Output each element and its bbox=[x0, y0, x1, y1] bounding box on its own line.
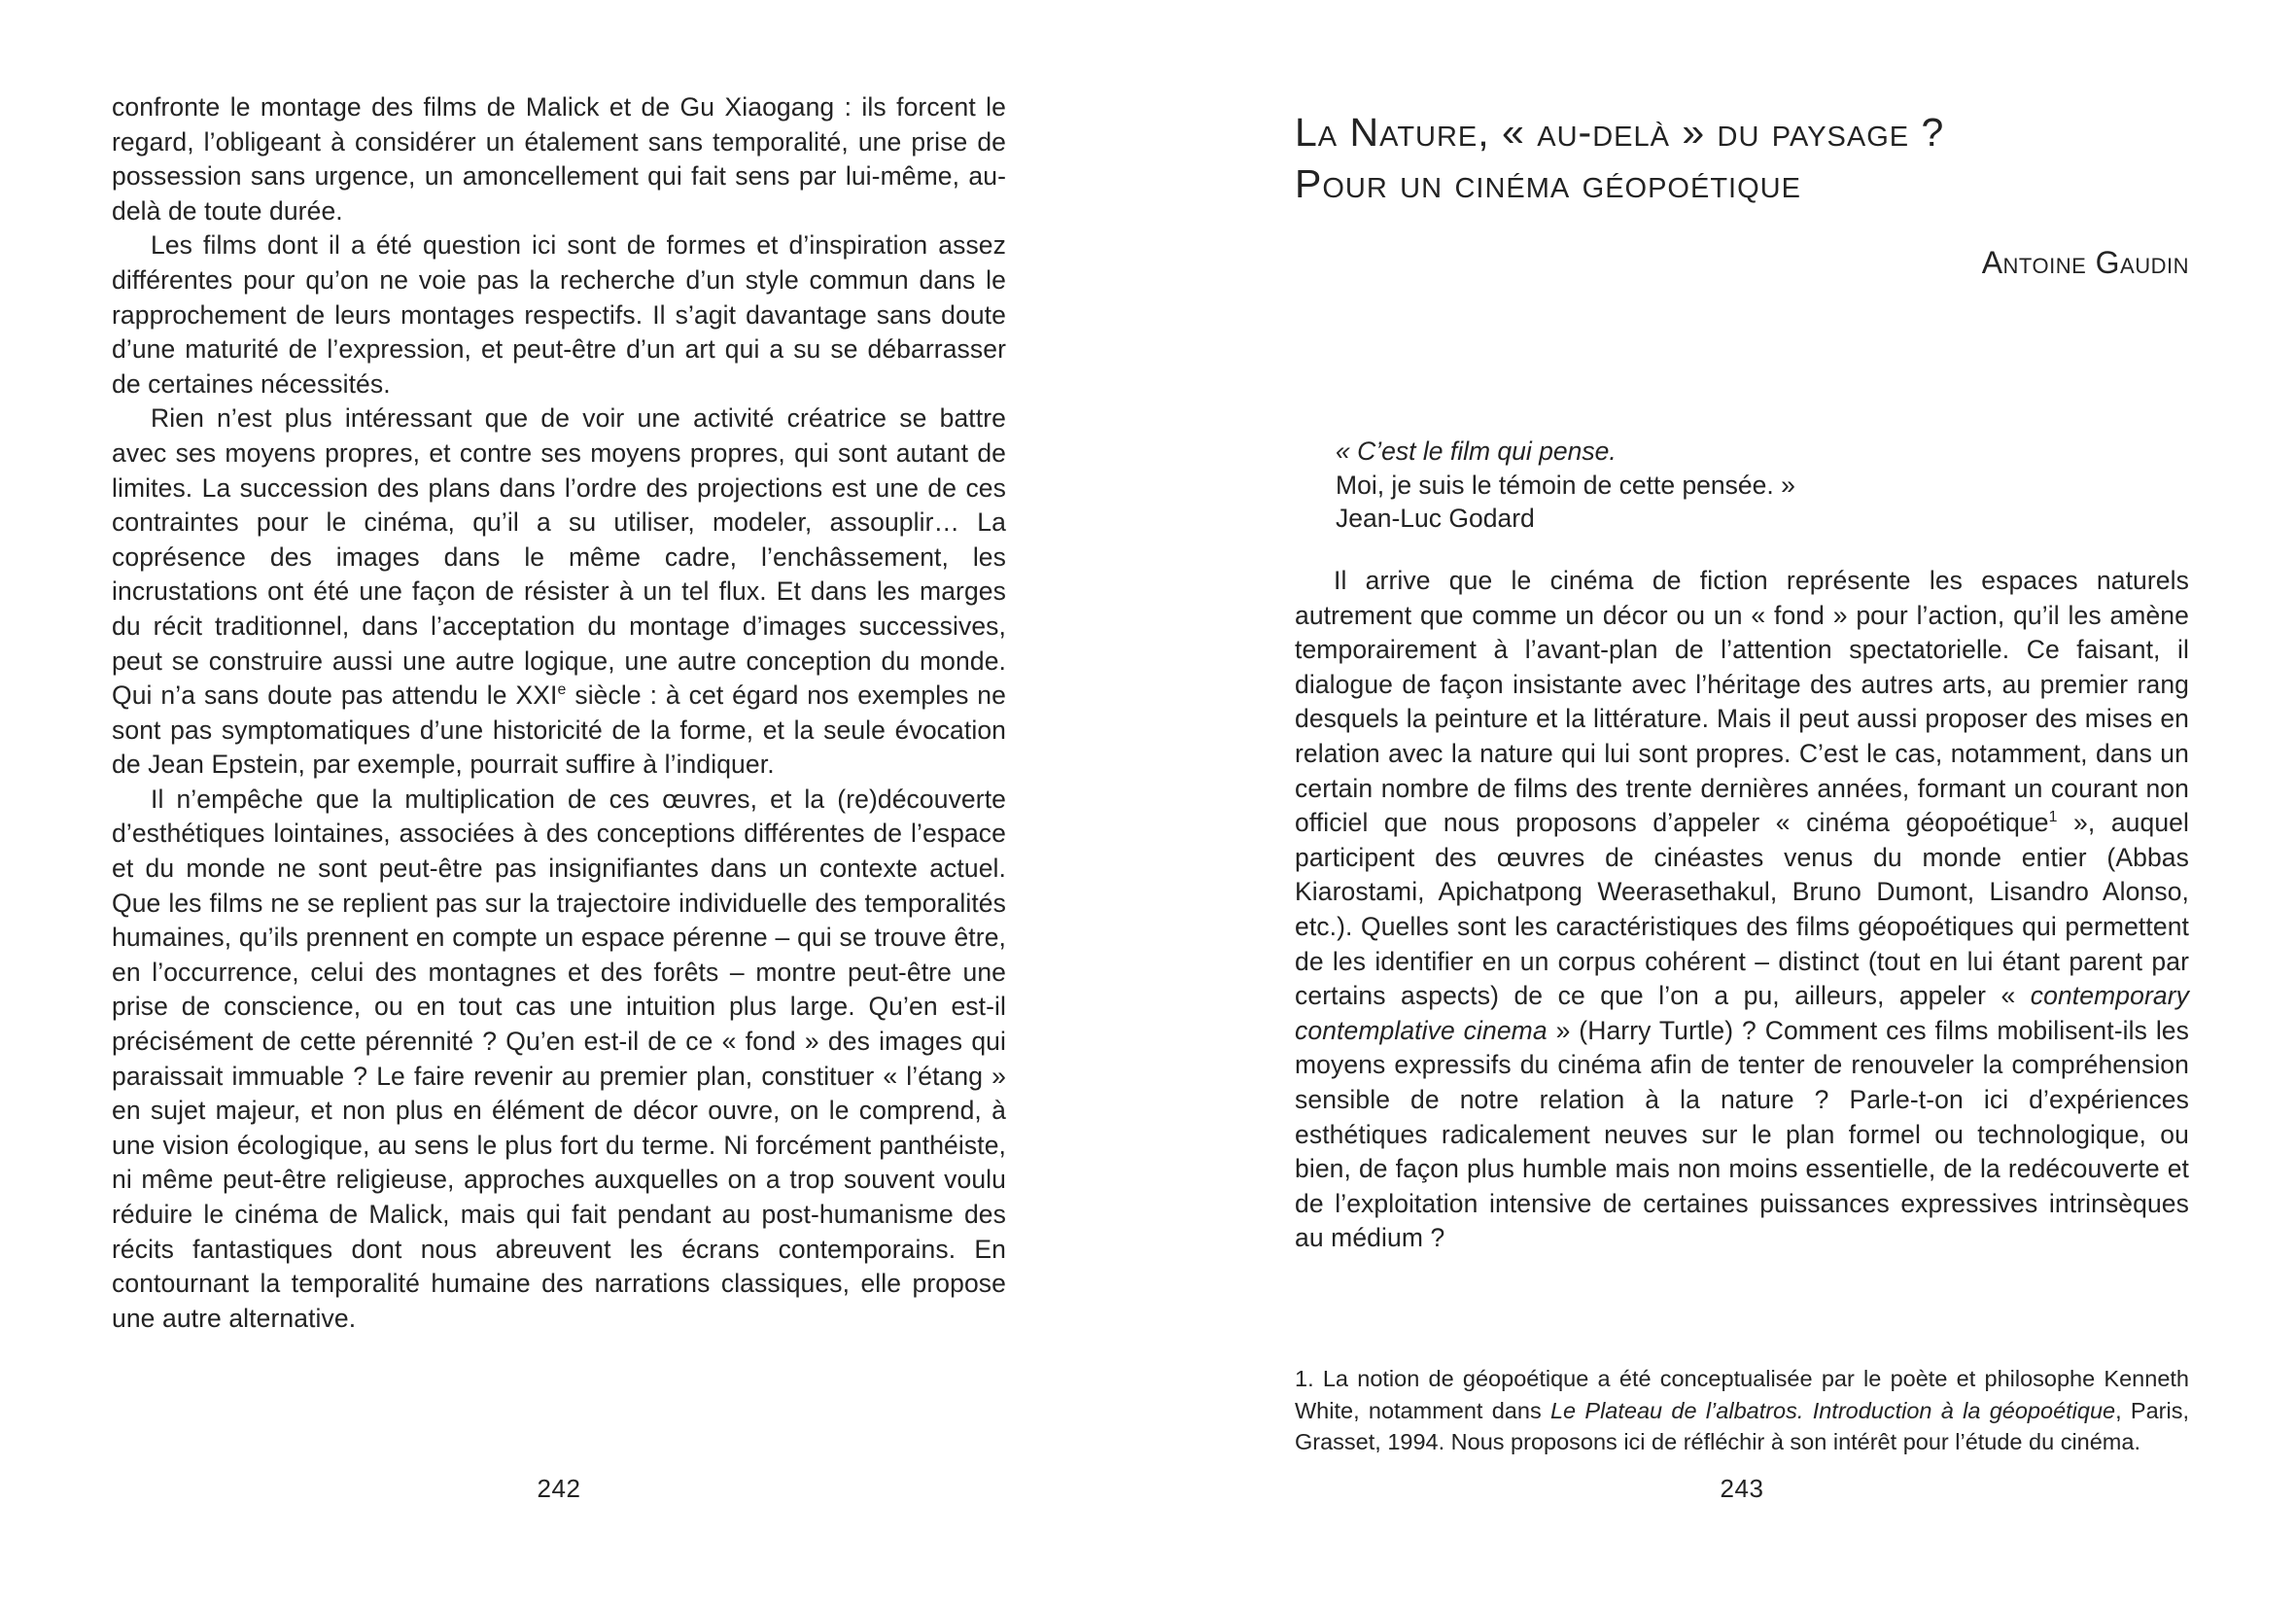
paragraph: confronte le montage des films de Malick et de Gu Xiaogang : ils forcent le regard, l’obligeant à considérer un étalement sans temporalité, une prise de possession sans urgence, un amoncellement qui fait sens par lui-même, au-delà de toute durée. bbox=[112, 92, 1006, 226]
right-page-text bbox=[1295, 564, 2189, 1256]
footnote: 1. La notion de géopoétique a été conceptualisée par le poète et philosophe Kenneth White, notamment dans Le Plateau de l’albatros. Introduction à la géopoétique, Paris, Grasset, 1994. Nous proposons ici de réfléchir à son intérêt pour l’étude du cinéma. bbox=[1295, 1366, 2189, 1454]
paragraph: Il n’empêche que la multiplication de ces œuvres, et la (re)découverte d’esthétiques lointaines, associées à des conceptions différentes de l’espace et du monde ne sont peut-être pas insignifiantes dans un contexte actuel. Que les films ne se replient pas sur la trajectoire individuelle des temporalités humaines, qu’ils prennent en compte un espace pérenne – qui se trouve être, en l’occurrence, celui des montagnes et des forêts – montre peut-être une prise de conscience, ou en tout cas une intuition plus large. Qu’en est-il précisément de cette pérennité ? Qu’en est-il de ce « fond » des images qui paraissait immuable ? Le faire revenir au premier plan, constituer « l’étang » en sujet majeur, et non plus en élément de décor ouvre, on le comprend, à une vision écologique, au sens le plus fort du terme. Ni forcément panthéiste, ni même peut-être religieuse, approches auxquelles on a trop souvent voulu réduire le cinéma de Malick, mais qui fait pendant au post-humanisme des récits fantastiques dont nous abreuvent les écrans contemporains. En contournant la temporalité humaine des narrations classiques, elle propose une autre alternative. bbox=[112, 784, 1006, 1333]
epigraph-quote-line-1: « C’est le film qui pense. bbox=[1336, 437, 1617, 466]
chapter-title bbox=[1295, 107, 2209, 210]
paragraph: Il arrive que le cinéma de fiction représente les espaces naturels autrement que comme un décor ou un « fond » pour l’action, qu’il les amène temporairement à l’avant-plan de l’attention spectatorielle. Ce faisant, il dialogue de façon insistante avec l’héritage des autres arts, au premier rang desquels la peinture et la littérature. Mais il peut aussi proposer des mises en relation avec la nature qui lui sont propres. C’est le cas, notamment, dans un certain nombre de films des trente dernières années, formant un courant non officiel que nous proposons d’appeler « cinéma géopoétique$^1$ », auquel participent des œuvres de cinéastes venus du monde entier (Abbas Kiarostami, Apichatpong Weerasethakul, Bruno Dumont, Lisandro Alonso, etc.). Quelles sont les caractéristiques des films géopoétiques qui permettent de les identifier en un corpus cohérent – distinct (tout en lui étant parent par certains aspects) de ce que l’on a pu, ailleurs, appeler « contemporary contemplative cinema » (Harry Turtle) ? Comment ces films mobilisent-ils les moyens expressifs du cinéma afin de tenter de renouveler la compréhension sensible de notre relation à la nature ? Parle-t-on ici d’expériences esthétiques radicalement neuves sur le plan formel ou technologique, ou bien, de façon plus humble mais non moins essentielle, de la redécouverte et de l’exploitation intensive de certaines puissances expressives intrinsèques au médium ? bbox=[1295, 566, 2189, 1253]
chapter-title-line-1: La Nature, « au-delà » du paysage ? bbox=[1295, 110, 1945, 155]
chapter-title-line-2: Pour un cinéma géopoétique bbox=[1295, 161, 1801, 206]
paragraph: Rien n’est plus intéressant que de voir une activité créatrice se battre avec ses moyens propres, et contre ses moyens propres, qui sont autant de limites. La succession des plans dans l’ordre des projections est une de ces contraintes pour le cinéma, qu’il a su utiliser, modeler, assouplir… La coprésence des images dans le même cadre, l’enchâssement, les incrustations ont été une façon de résister à un tel flux. Et dans les marges du récit traditionnel, dans l’acceptation du montage d’images successives, peut se construire aussi une autre logique, une autre conception du monde. Qui n’a sans doute pas attendu le XXIe siècle : à cet égard nos exemples ne sont pas symptomatiques d’une historicité de la forme, et la seule évocation de Jean Epstein, par exemple, pourrait suffire à l’indiquer. bbox=[112, 403, 1006, 780]
author-name: Antoine Gaudin bbox=[1981, 245, 2189, 280]
epigraph bbox=[1336, 435, 2172, 536]
paragraph: Les films dont il a été question ici sont de formes et d’inspiration assez différentes pour qu’on ne voie pas la recherche d’un style commun dans le rapprochement de leurs montages respectifs. Il s’agit davantage sans doute d’une maturité de l’expression, et peut-être d’un art qui a su se débarrasser de certaines nécessités. bbox=[112, 230, 1006, 399]
page-number-left: 242 bbox=[537, 1474, 581, 1503]
epigraph-quote-line-2: Moi, je suis le témoin de cette pensée. » bbox=[1336, 470, 1795, 500]
page-number-right: 243 bbox=[1720, 1474, 1764, 1503]
left-page-text bbox=[112, 90, 1006, 1336]
epigraph-attribution: Jean-Luc Godard bbox=[1336, 504, 1535, 533]
